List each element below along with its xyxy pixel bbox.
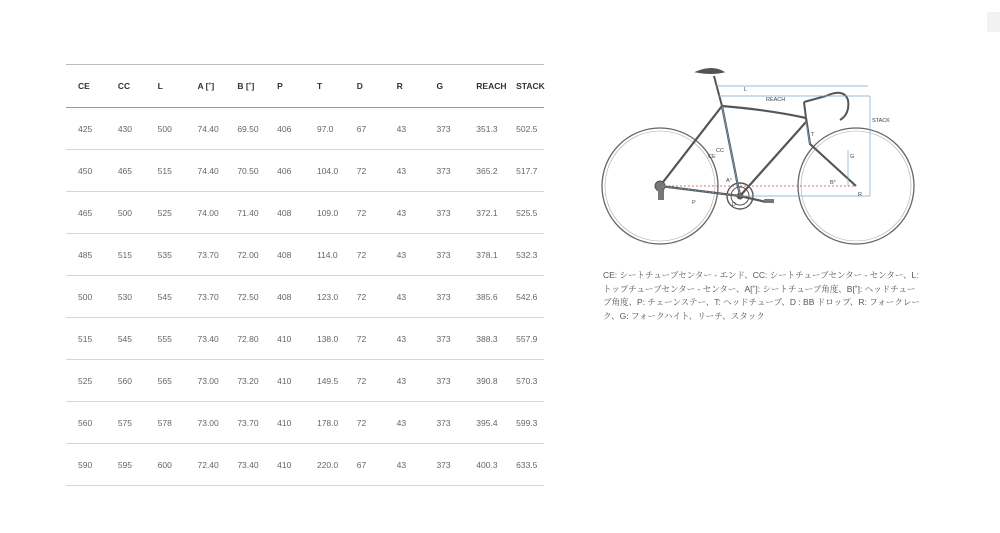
table-cell: 595: [106, 444, 146, 486]
column-header-reach: REACH: [464, 65, 504, 108]
table-cell: 545: [106, 318, 146, 360]
table-body: [66, 108, 544, 486]
table-cell: 410: [265, 402, 305, 444]
table-cell: 71.40: [225, 192, 265, 234]
table-cell: 565: [146, 360, 186, 402]
table-row: [66, 318, 544, 360]
table-cell: 525: [146, 192, 186, 234]
table-cell: 410: [265, 318, 305, 360]
diagram-label-reach: REACH: [766, 97, 786, 103]
bike-geometry-diagram: [600, 60, 920, 250]
saddle: [696, 69, 724, 107]
table-cell: 70.50: [225, 150, 265, 192]
table-cell: 485: [66, 234, 106, 276]
table-cell: 388.3: [464, 318, 504, 360]
table-cell: 373: [424, 444, 464, 486]
table-cell: 72: [345, 402, 385, 444]
table-cell: 500: [146, 108, 186, 150]
table-cell: 351.3: [464, 108, 504, 150]
table-cell: 373: [424, 276, 464, 318]
diagram-label-a: A°: [726, 178, 732, 184]
table-cell: 410: [265, 444, 305, 486]
column-header-a: A [˚]: [185, 65, 225, 108]
table-cell: 373: [424, 234, 464, 276]
column-header-b: B [˚]: [225, 65, 265, 108]
table-cell: 72.80: [225, 318, 265, 360]
table-cell: 373: [424, 150, 464, 192]
diagram-label-l: L: [744, 87, 748, 93]
table-cell: 73.70: [185, 276, 225, 318]
table-cell: 373: [424, 402, 464, 444]
table-cell: 74.40: [185, 108, 225, 150]
table-cell: 542.6: [504, 276, 544, 318]
table-row: [66, 276, 544, 318]
diagram-label-d: D: [732, 202, 736, 208]
table-cell: 530: [106, 276, 146, 318]
table-cell: 73.00: [185, 360, 225, 402]
table-cell: 515: [146, 150, 186, 192]
table-cell: 97.0: [305, 108, 345, 150]
table-cell: 72: [345, 360, 385, 402]
table-row: [66, 234, 544, 276]
table-cell: 43: [385, 108, 425, 150]
diagram-label-r: R: [858, 192, 862, 198]
table-row: [66, 360, 544, 402]
table-cell: 43: [385, 444, 425, 486]
table-cell: 73.40: [185, 318, 225, 360]
geometry-legend: CE: シートチューブセンター - エンド、CC: シートチューブセンター - センター、L: トップチューブセンター - センター、A[˚]: シートチューブ角度、B[˚]: ヘッドチューブ角度、P: チェーンステー、T: ヘッドチューブ、D : BB ドロップ、R: フォークレーク、G: フォークハイト、リーチ、スタック: [603, 270, 920, 321]
table-cell: 73.70: [225, 402, 265, 444]
table-row: [66, 192, 544, 234]
rear-derailleur: [655, 181, 665, 200]
diagram-label-ce: CE: [708, 154, 716, 160]
table-cell: 109.0: [305, 192, 345, 234]
frame: [660, 106, 856, 196]
table-cell: 430: [106, 108, 146, 150]
table-cell: 138.0: [305, 318, 345, 360]
table-cell: 600: [146, 444, 186, 486]
table-cell: 590: [66, 444, 106, 486]
table-cell: 372.1: [464, 192, 504, 234]
table-cell: 525: [66, 360, 106, 402]
table-cell: 43: [385, 276, 425, 318]
table-cell: 72: [345, 318, 385, 360]
table-cell: 373: [424, 192, 464, 234]
table-cell: 578: [146, 402, 186, 444]
table-cell: 72.50: [225, 276, 265, 318]
table-cell: 515: [66, 318, 106, 360]
table-cell: 220.0: [305, 444, 345, 486]
table-cell: 178.0: [305, 402, 345, 444]
table-cell: 555: [146, 318, 186, 360]
diagram-label-g: G: [850, 154, 855, 160]
table-cell: 373: [424, 360, 464, 402]
table-cell: 43: [385, 234, 425, 276]
table-cell: 500: [66, 276, 106, 318]
table-cell: 72.40: [185, 444, 225, 486]
table-cell: 43: [385, 402, 425, 444]
table-cell: 406: [265, 150, 305, 192]
table-header-row: [66, 65, 544, 108]
table-cell: 502.5: [504, 108, 544, 150]
table-cell: 74.40: [185, 150, 225, 192]
table-cell: 373: [424, 108, 464, 150]
table-cell: 74.00: [185, 192, 225, 234]
table-cell: 575: [106, 402, 146, 444]
table-cell: 633.5: [504, 444, 544, 486]
table-cell: 123.0: [305, 276, 345, 318]
table-row: [66, 444, 544, 486]
table-cell: 73.70: [185, 234, 225, 276]
table-cell: 408: [265, 234, 305, 276]
table-cell: 373: [424, 318, 464, 360]
column-header-l: L: [146, 65, 186, 108]
table-cell: 599.3: [504, 402, 544, 444]
table-cell: 72: [345, 234, 385, 276]
handlebar: [804, 93, 848, 120]
table-cell: 72.00: [225, 234, 265, 276]
table-cell: 73.20: [225, 360, 265, 402]
table-cell: 450: [66, 150, 106, 192]
table-cell: 535: [146, 234, 186, 276]
table-cell: 67: [345, 108, 385, 150]
table-cell: 72: [345, 192, 385, 234]
table-cell: 400.3: [464, 444, 504, 486]
column-header-d: D: [345, 65, 385, 108]
table-cell: 560: [106, 360, 146, 402]
table-cell: 149.5: [305, 360, 345, 402]
table-cell: 73.40: [225, 444, 265, 486]
table-cell: 365.2: [464, 150, 504, 192]
geometry-table: [66, 64, 544, 486]
table-cell: 557.9: [504, 318, 544, 360]
diagram-label-stack: STACK: [872, 118, 890, 124]
column-header-r: R: [385, 65, 425, 108]
table-cell: 72: [345, 150, 385, 192]
table-cell: 72: [345, 276, 385, 318]
column-header-t: T: [305, 65, 345, 108]
table-cell: 570.3: [504, 360, 544, 402]
table-cell: 532.3: [504, 234, 544, 276]
column-header-ce: CE: [66, 65, 106, 108]
table-cell: 43: [385, 360, 425, 402]
table-cell: 114.0: [305, 234, 345, 276]
table-cell: 67: [345, 444, 385, 486]
table-cell: 517.7: [504, 150, 544, 192]
table-cell: 390.8: [464, 360, 504, 402]
diagram-label-p: P: [692, 200, 696, 206]
table-cell: 560: [66, 402, 106, 444]
table-cell: 425: [66, 108, 106, 150]
table-cell: 385.6: [464, 276, 504, 318]
column-header-cc: CC: [106, 65, 146, 108]
scrollbar-stub: [987, 12, 1000, 32]
table-cell: 378.1: [464, 234, 504, 276]
table-cell: 43: [385, 192, 425, 234]
bb-drop-lines: [660, 186, 856, 196]
table-cell: 395.4: [464, 402, 504, 444]
table-row: [66, 150, 544, 192]
table-cell: 465: [106, 150, 146, 192]
table-cell: 525.5: [504, 192, 544, 234]
column-header-stack: STACK: [504, 65, 544, 108]
table-row: [66, 108, 544, 150]
table-cell: 408: [265, 192, 305, 234]
table-cell: 104.0: [305, 150, 345, 192]
table-cell: 410: [265, 360, 305, 402]
table-row: [66, 402, 544, 444]
table-cell: 43: [385, 318, 425, 360]
diagram-label-cc: CC: [716, 148, 724, 154]
table-cell: 406: [265, 108, 305, 150]
table-cell: 408: [265, 276, 305, 318]
column-header-g: G: [424, 65, 464, 108]
table-cell: 69.50: [225, 108, 265, 150]
column-header-p: P: [265, 65, 305, 108]
table-cell: 465: [66, 192, 106, 234]
table-cell: 500: [106, 192, 146, 234]
diagram-label-t: T: [811, 132, 815, 138]
table-cell: 515: [106, 234, 146, 276]
table-cell: 73.00: [185, 402, 225, 444]
table-cell: 545: [146, 276, 186, 318]
table-cell: 43: [385, 150, 425, 192]
diagram-label-b: B°: [830, 180, 836, 186]
